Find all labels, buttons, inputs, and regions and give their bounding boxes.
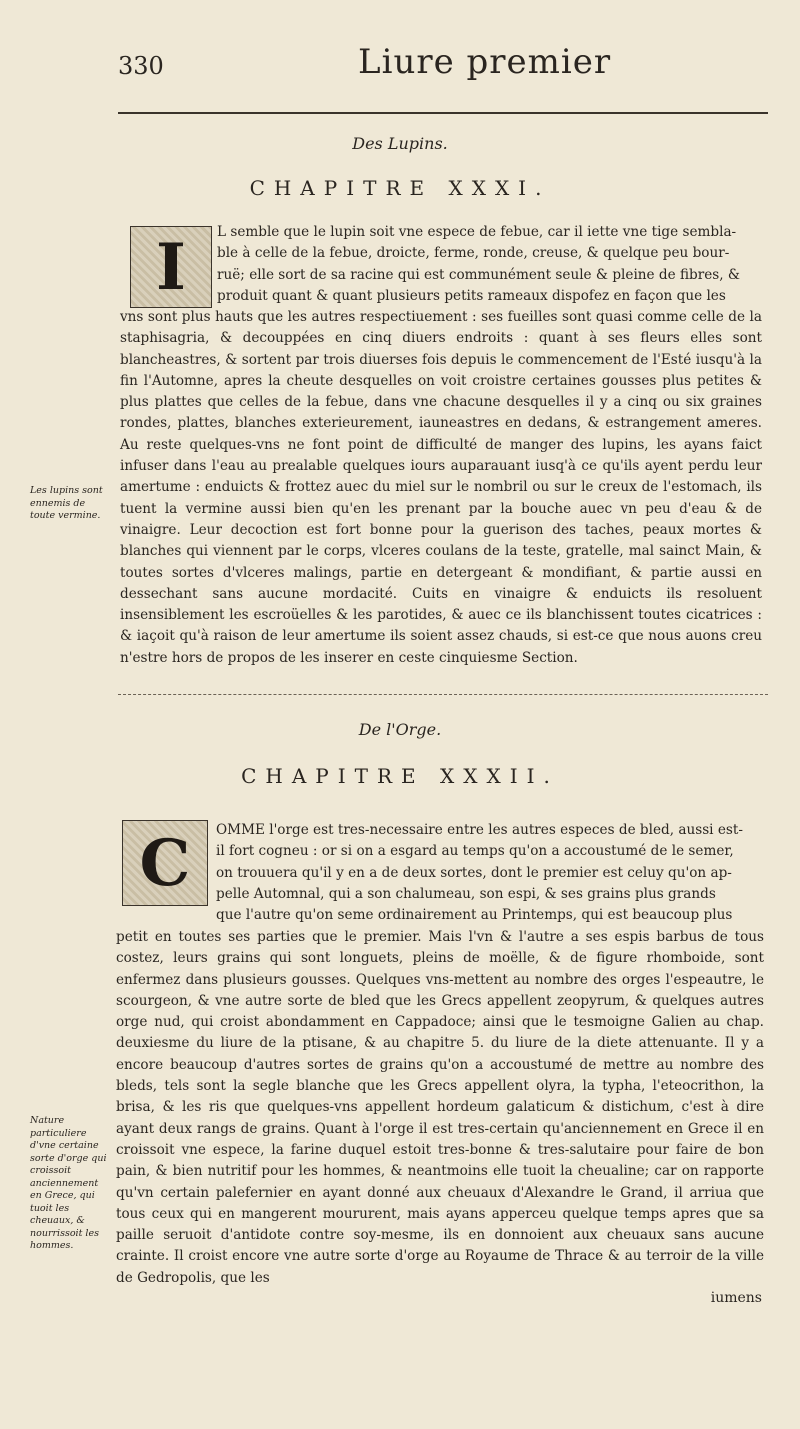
chapter32-intro <box>216 820 764 926</box>
dropcap-letter: C <box>139 825 191 901</box>
dropcap-letter: I <box>156 229 186 305</box>
intro-line: ble à celle de la febue, droicte, ferme, ronde, creuse, & quelque peu bour- <box>217 245 730 262</box>
section-title-lupins: Des Lupins. <box>352 134 448 153</box>
running-head <box>118 42 768 86</box>
header-rule <box>118 112 768 114</box>
chapter31-intro <box>217 222 762 307</box>
intro-line: il fort cogneu : or si on a esgard au temps qu'on a accoustumé de le semer, <box>216 843 734 860</box>
intro-line: que l'autre qu'on seme ordinairement au Printemps, qui est beaucoup plus <box>216 907 733 924</box>
intro-line: produit quant & quant plusieurs petits rameaux dispofez en façon que les <box>217 287 726 304</box>
section-title-orge: De l'Orge. <box>358 720 442 739</box>
ornamental-initial-I <box>130 226 212 308</box>
running-title: Liure premier <box>358 42 612 82</box>
intro-line: pelle Automnal, qui a son chalumeau, son espi, & ses grains plus grands <box>216 885 716 902</box>
intro-line: OMME l'orge est tres-necessaire entre les autres especes de bled, aussi est- <box>216 822 743 838</box>
intro-line: on trouuera qu'il y en a de deux sortes, dont le premier est celuy qu'on ap- <box>216 864 732 881</box>
section-divider <box>118 694 768 695</box>
margin-note-lupins: Les lupins sont ennemis de toute vermine. <box>30 485 103 521</box>
page-number: 330 <box>118 52 164 80</box>
intro-line: ruë; elle sort de sa racine qui est communément seule & pleine de fibres, & <box>217 266 741 283</box>
chapter31-body: vns sont plus hauts que les autres respectiuement : ses fueilles sont quasi comme celle de la staphisagria, & decouppées en cinq diuers endroits : quant à ses fleurs elles sont blancheastres, & sortent par trois diuerses fois depuis le commencement de l'Esté iusqu'à la fin l'Automne, apres la cheute desquelles on voit croistre certaines gousses plus petites & plus plattes que celles de la febue, dans vne chacune desquelles il y a cinq ou six graines rondes, plattes, blanches exterieurement, iauneastres en dedans, & estrangement ameres. Au reste quelques-vns ne font point de difficulté de manger des lupins, les ayans faict infuser dans l'eau au prealable quelques iours auparauant iusq'à ce qu'ils ayent perdu leur amertume : enduicts & frottez auec du miel sur le nombril ou sur le creux de l'estomach, ils tuent la vermine aussi bien qu'en les prenant par la bouche auec vn peu d'eau & de vinaigre. Leur decoction est fort bonne pour la guerison des taches, peaux mortes & blanches qui viennent par le corps, vlceres coulans de la teste, gratelle, mal sainct Main, & toutes sortes d'vlceres malings, partie en detergeant & mondifiant, & partie aussi en dessechant sans aucune mordacité. Cuits en vinaigre & enduicts ils resoluent insensiblement les escroüelles & les parotides, & auec ce ils blanchissent toutes cicatrices : & iaçoit qu'à raison de leur amertume ils soient assez chauds, si est-ce que nous auons creu n'estre hors de propos de les inserer en ceste cinquiesme Section. <box>120 309 762 666</box>
margin-note-orge: Nature particuliere d'vne certaine sorte d'orge qui croissoit anciennement en Grece, qui tuoit les cheuaux, & nourrissoit les hommes. <box>30 1115 107 1251</box>
chapter32-body: petit en toutes ses parties que le premier. Mais l'vn & l'autre a ses espis barbus de tous costez, leurs grains qui sont longuets, pleins de moëlle, & de figure rhomboide, sont enfermez dans plusieurs gousses. Quelques vns-mettent au nombre des orges l'espeautre, le scourgeon, & vne autre sorte de bled que les Grecs appellent zeopyrum, & quelques autres orge nud, qui croist abondamment en Cappadoce; ainsi que le tesmoigne Galien au chap. deuxiesme du liure de la ptisane, & au chapitre 5. du liure de la diete attenuante. Il y a encore beaucoup d'autres sortes de grains qu'on a accoustumé de mettre au nombre des bleds, tels sont la segle blanche que les Grecs appellent olyra, la typha, l'eteocrithon, la brisa, & les ris que quelques-vns appellent hordeum galaticum & distichum, c'est à dire ayant deux rangs de grains. Quant à l'orge il est tres-certain qu'anciennement en Grece il en croissoit vne espece, la farine duquel estoit tres-bonne & tres-salutaire pour faire de bon pain, & bien nutritif pour les hommes, & neantmoins elle tuoit la cheualine; car on rapporte qu'vn certain palefernier en ayant donné aux cheuaux d'Alexandre le Grand, il arriua que tous ceux qui en mangerent moururent, mais ayans apperceu quelque temps apres que sa paille seruoit d'antidote contre soy-mesme, ils en donnoient aux cheuaux sans aucune crainte. Il croist encore vne autre sorte d'orge au Royaume de Thrace & au terroir de la ville de Gedropolis, que les <box>116 929 764 1286</box>
chapter-heading-32: CHAPITRE XXXII. <box>241 764 559 788</box>
intro-line: L semble que le lupin soit vne espece de febue, car il iette vne tige sembla- <box>217 224 737 240</box>
chapter-heading-31: CHAPITRE XXXI. <box>249 176 551 200</box>
ornamental-initial-C <box>122 820 208 906</box>
catchword: iumens <box>710 1290 762 1306</box>
